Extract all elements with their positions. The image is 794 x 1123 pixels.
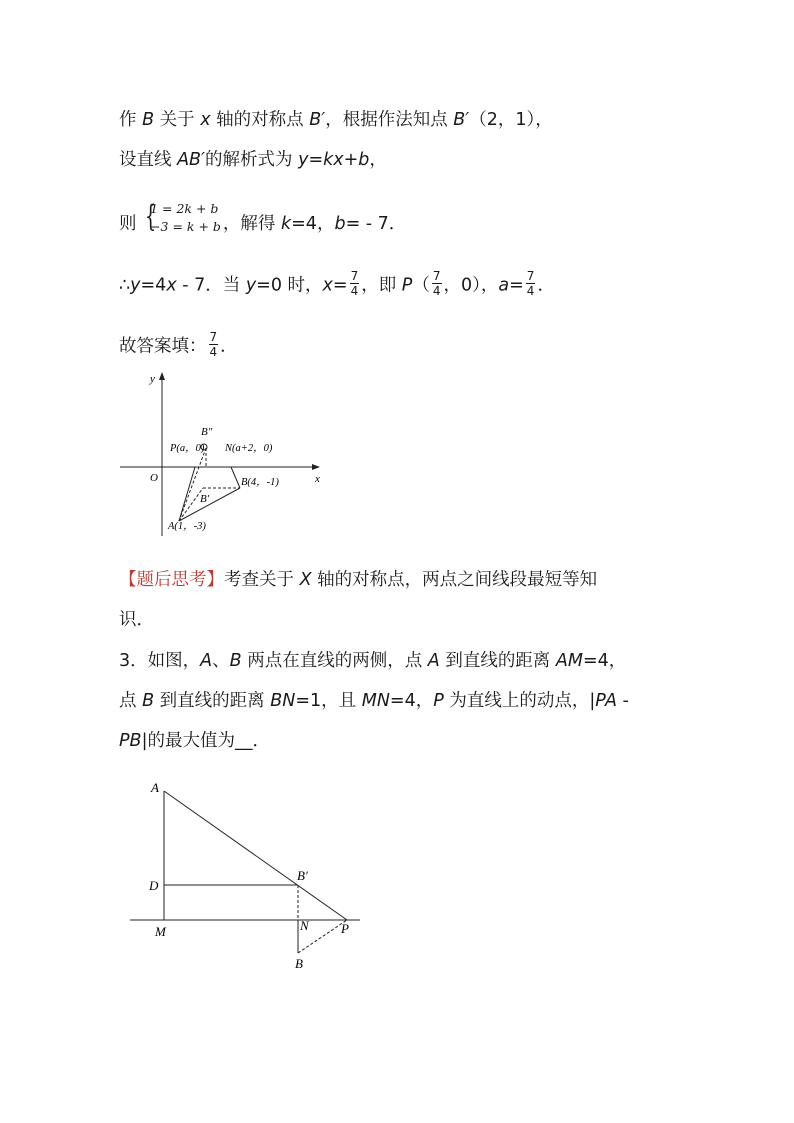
point-n-label: N	[300, 918, 309, 933]
origin-label: O	[150, 472, 158, 484]
point-p-label: P(a，0)	[170, 443, 205, 454]
geometry-figure	[125, 775, 370, 975]
segment-a-b	[179, 488, 240, 521]
reflection-tag: 【题后思考】	[119, 570, 224, 590]
x-axis-label: x	[315, 473, 320, 485]
fraction-seven-fourths: $\frac{7}{4}$	[526, 269, 535, 298]
problem3-line-3: PB|的最大值为__．	[119, 731, 270, 751]
point-a-label: A	[151, 780, 159, 795]
solution-line-5: 故答案填： $\frac{7}{4}$ ．	[119, 330, 238, 359]
reflection-line-2: 识．	[119, 610, 154, 630]
y-axis-label: y	[150, 373, 155, 385]
solution-line-2: 设直线 AB′的解析式为 y=kx+b，	[119, 150, 387, 170]
fraction-seven-fourths: $\frac{7}{4}$	[209, 330, 218, 359]
solution-line-3: 则 { 1 = 2k + b −3 = k + b ，解得 k=4，b= - 7．	[119, 199, 407, 234]
point-p-label: P	[341, 921, 349, 936]
equation-system: { 1 = 2k + b −3 = k + b	[144, 199, 221, 234]
problem3-line-1: 3．如图，A、B 两点在直线的两侧，点 A 到直线的距离 AM=4，	[119, 651, 627, 671]
dashed-a-b2	[179, 448, 206, 521]
x-axis-arrow	[312, 464, 320, 470]
segment-b-n	[231, 467, 240, 488]
point-a-label: A(1，-3)	[168, 521, 206, 532]
solution-line-4: ∴y=4x - 7．当 y=0 时，x= $\frac{7}{4}$ ，即 P（ $\frac{7}{4}$ ，0），a= $\frac{7}{4}$ ．	[119, 269, 555, 298]
point-n-label: N(a+2，0)	[225, 443, 273, 454]
reflection-line-1: 【题后思考】考查关于 X 轴的对称点，两点之间线段最短等知	[119, 570, 598, 590]
brace-symbol: {	[144, 199, 157, 234]
segment-a-p	[164, 791, 347, 920]
solution-line-1: 作 B 关于 x 轴的对称点 B′，根据作法知点 B′（2，1），	[119, 110, 553, 130]
fraction-seven-fourths: $\frac{7}{4}$	[432, 269, 441, 298]
point-b-label: B(4，-1)	[241, 477, 279, 488]
point-b-label: B	[295, 956, 303, 971]
point-bp-label: B′	[297, 868, 308, 883]
coordinate-figure	[110, 368, 340, 538]
point-bp-label: B′	[200, 493, 210, 505]
segment-a-p	[179, 467, 195, 521]
fraction-seven-fourths: $\frac{7}{4}$	[350, 269, 359, 298]
point-m-label: M	[155, 924, 166, 939]
problem3-line-2: 点 B 到直线的距离 BN=1，且 MN=4，P 为直线上的动点，|PA -	[119, 691, 629, 711]
point-b2-label: B″	[201, 426, 213, 438]
point-d-label: D	[149, 878, 159, 893]
y-axis-arrow	[159, 372, 165, 380]
